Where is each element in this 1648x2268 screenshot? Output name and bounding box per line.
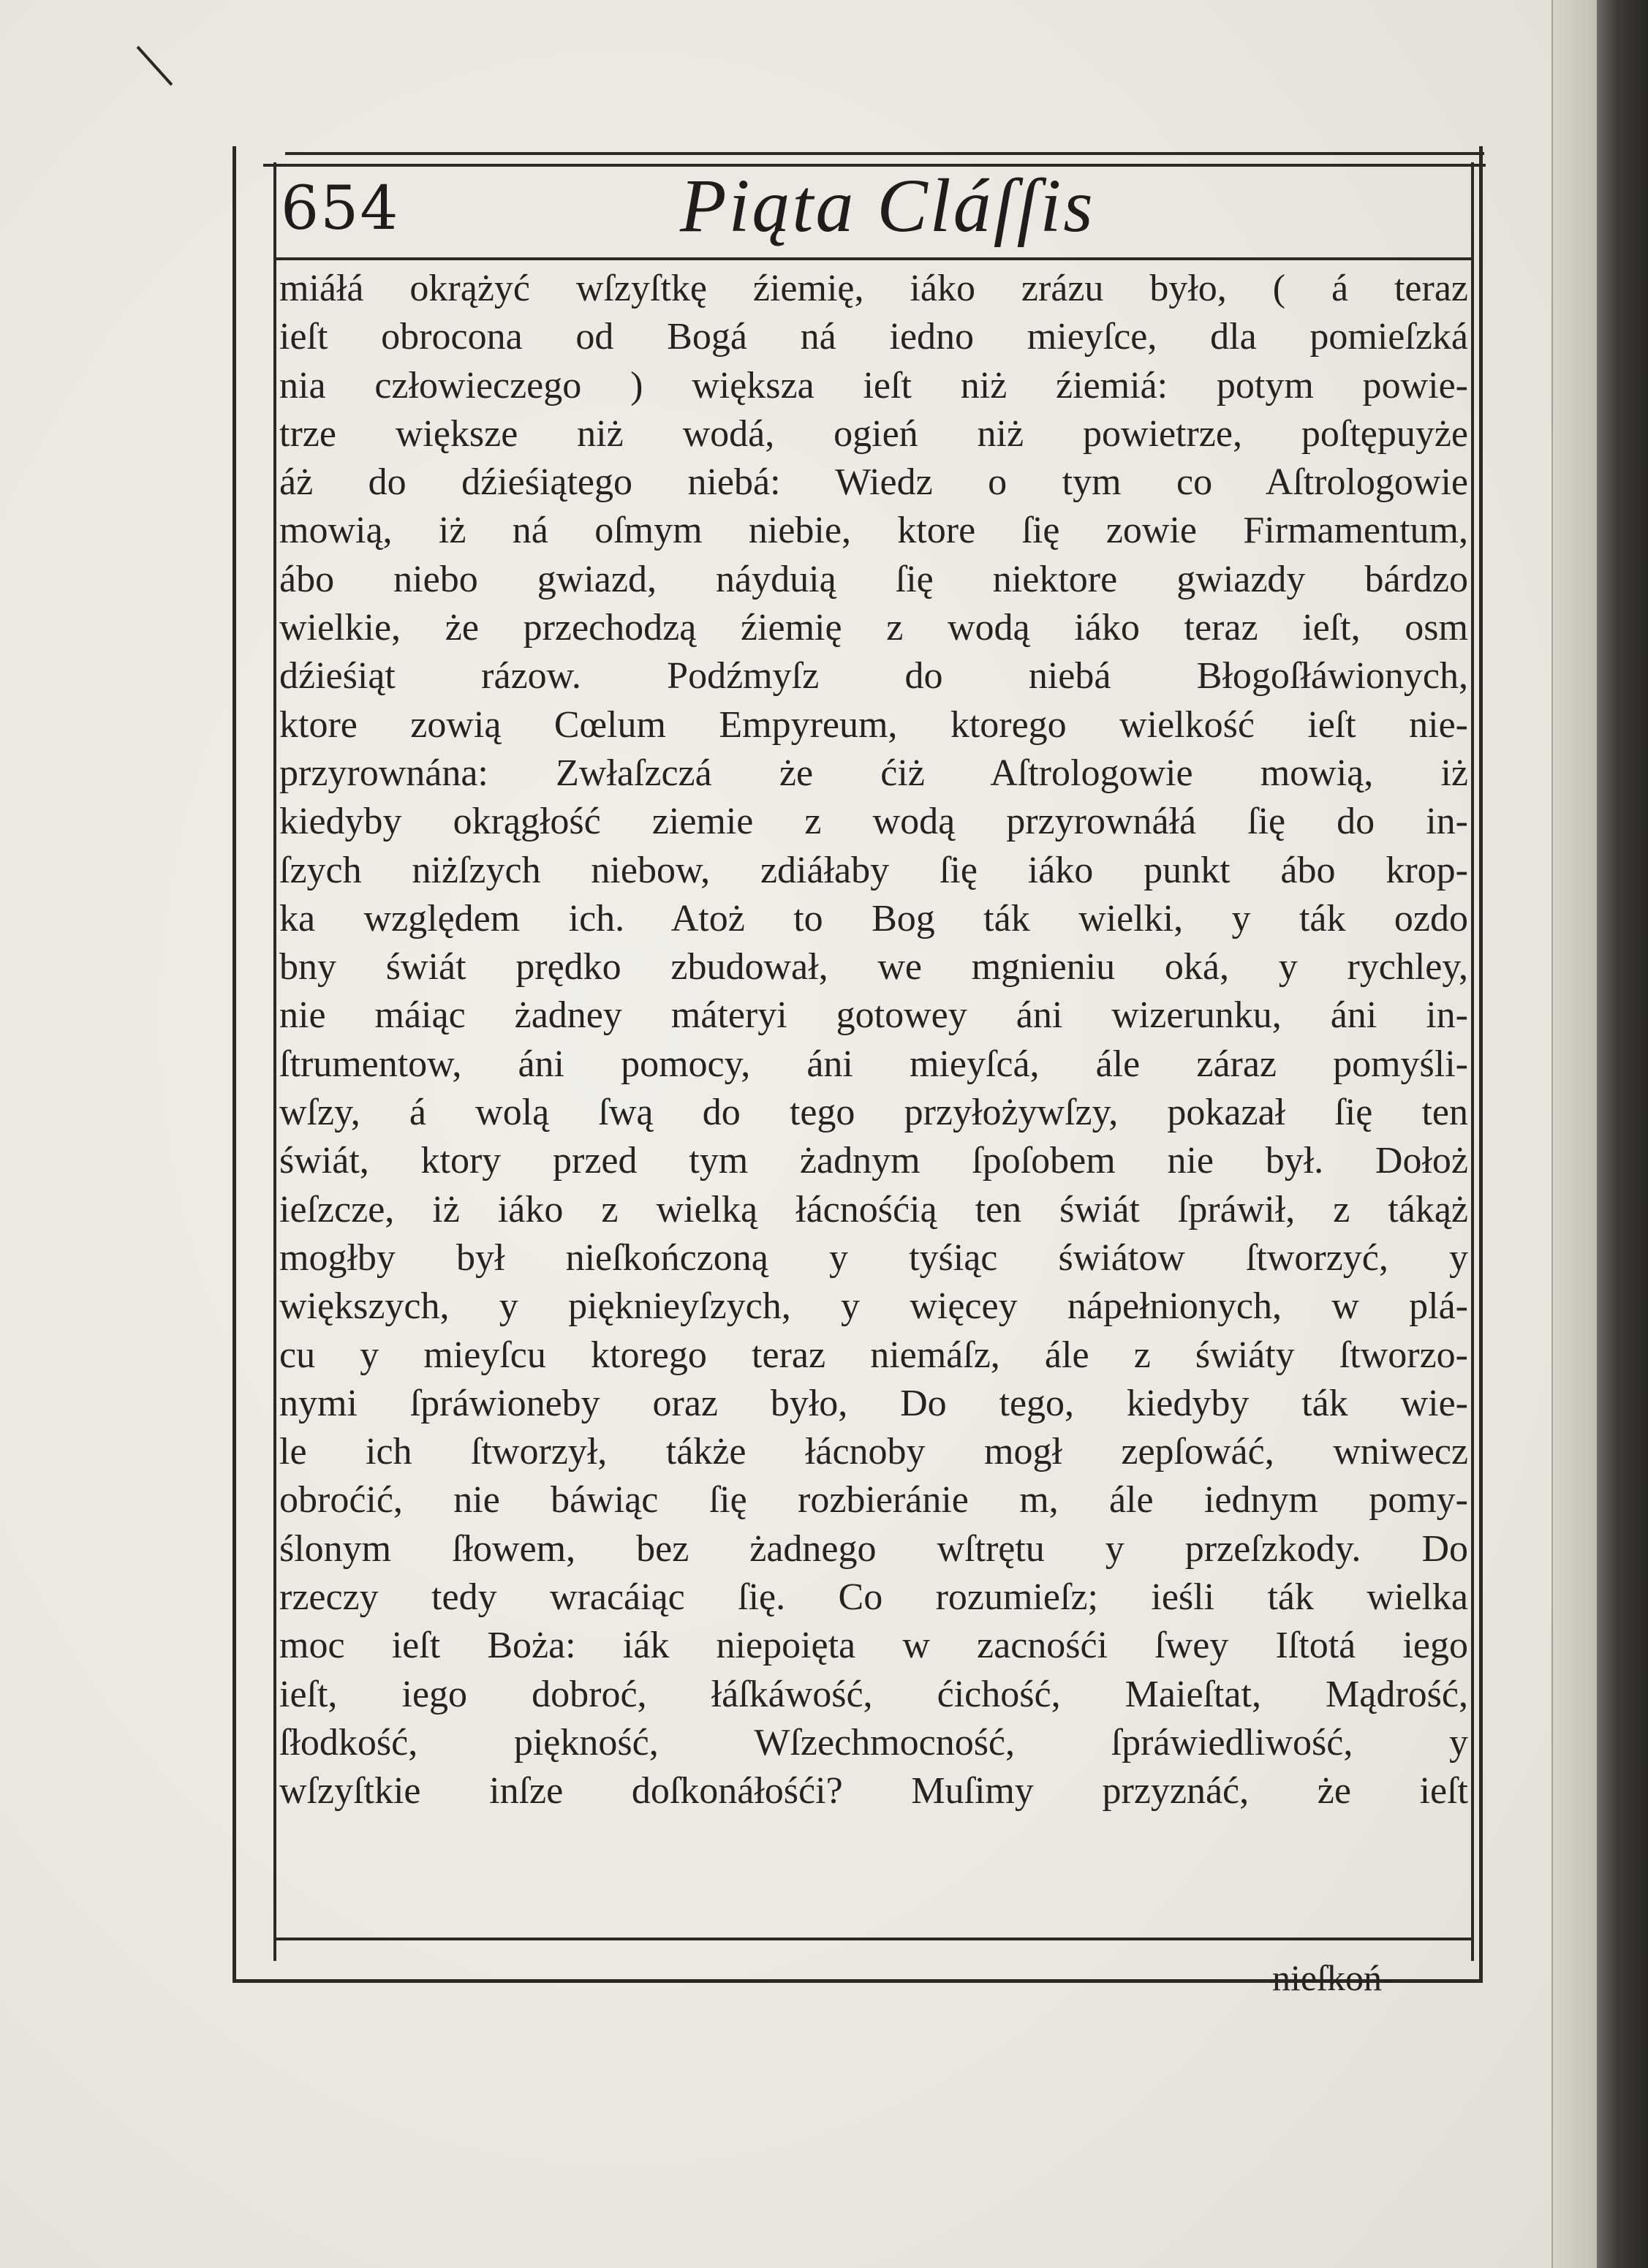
text-line: ſłodkość, piękność, Wſzechmocność, ſpráwiedliwość, y	[279, 1721, 1468, 1764]
text-line: świát, ktory przed tym żadnym ſpoſobem nie był. Dołoż	[279, 1140, 1468, 1182]
text-line: przyrownána: Zwłaſzczá że ćiż Aſtrologowie mowią, iż	[279, 752, 1468, 794]
text-line: trze większe niż wodá, ogień niż powietrze, poſtępuyże	[279, 412, 1468, 455]
text-line: nia człowieczego ) większa ieſt niż źiemiá: potym powie-	[279, 364, 1468, 407]
text-line: ka względem ich. Atoż to Bog ták wielki, y ták ozdo	[279, 897, 1468, 940]
bottom-rule	[276, 1938, 1471, 1940]
header-rule	[276, 257, 1471, 260]
text-line: cu y mieyſcu ktorego teraz niemáſz, ále z świáty ſtworzo-	[279, 1334, 1468, 1376]
running-title: Piąta Cláſſis	[680, 164, 1095, 248]
text-line: nie máiąc żadney máteryi gotowey áni wizerunku, áni in-	[279, 994, 1468, 1037]
catchword: nieſkoń-	[1272, 1957, 1394, 1998]
text-line: wſzy, á wolą ſwą do tego przyłożywſzy, pokazał ſię ten	[279, 1092, 1468, 1134]
text-line: dźieśiąt rázow. Podźmyſz do niebá Błogoſłáwionych,	[279, 655, 1468, 698]
text-line: le ich ſtworzył, tákże łácnoby mogł zepſowáć, wniwecz	[279, 1431, 1468, 1473]
text-line: áż do dźieśiątego niebá: Wiedz o tym co Aſtrologowie	[279, 461, 1468, 504]
next-page-edge	[1551, 0, 1597, 2268]
text-line: kiedyby okrągłość ziemie z wodą przyrownáłá ſię do in-	[279, 801, 1468, 843]
text-line: rzeczy tedy wracáiąc ſię. Co rozumieſz; ieśli ták wielka	[279, 1576, 1468, 1619]
text-line: ieſzcze, iż iáko z wielką łácnośćią ten świát ſpráwił, z tákąż	[279, 1188, 1468, 1231]
text-line: obroćić, nie báwiąc ſię rozbieránie m, ále iednym pomy-	[279, 1479, 1468, 1522]
body-text	[279, 265, 1468, 1816]
text-line: miáłá okrążyć wſzyſtkę źiemię, iáko zrázu było, ( á teraz	[279, 268, 1468, 309]
book-binding	[1597, 0, 1648, 2268]
text-line: ſzych niżſzych niebow, zdiáłaby ſię iáko punkt ábo krop-	[279, 849, 1468, 891]
text-line: ábo niebo gwiazd, náyduią ſię niektore gwiazdy bárdzo	[279, 558, 1468, 600]
text-line: ieſt, iego dobroć, łáſkáwość, ćichość, Maieſtat, Mądrość,	[279, 1673, 1468, 1715]
page-number: 654	[281, 174, 400, 243]
frame-inner-rule-right	[1471, 162, 1474, 1961]
text-line: ſtrumentow, áni pomocy, áni mieyſcá, ále záraz pomyśli-	[279, 1043, 1468, 1085]
text-line: mogłby był nieſkończoną y tyśiąc świátow ſtworzyć, y	[279, 1236, 1468, 1279]
text-line: wielkie, że przechodzą źiemię z wodą iáko teraz ieſt, osm	[279, 607, 1468, 649]
text-line: ktore zowią Cœlum Empyreum, ktorego wielkość ieſt nie-	[279, 703, 1468, 746]
text-line: moc ieſt Boża: iák niepoięta w zacnośći ſwey Iſtotá iego	[279, 1625, 1468, 1667]
text-line: ślonym ſłowem, bez żadnego wſtrętu y przeſzkody. Do	[279, 1527, 1468, 1570]
text-line: bny świát prędko zbudował, we mgnieniu oká, y rychley,	[279, 946, 1468, 989]
text-line: wſzyſtkie inſze doſkonáłośći? Muſimy przyznáć, że ieſt	[279, 1770, 1468, 1812]
frame-inner-rule-left	[273, 162, 276, 1961]
text-line: większych, y pięknieyſzych, y więcey nápełnionych, w plá-	[279, 1285, 1468, 1328]
text-line: ieſt obrocona od Bogá ná iedno mieyſce, dla pomieſzká	[279, 316, 1468, 358]
text-line: mowią, iż ná oſmym niebie, ktore ſię zowie Firmamentum,	[279, 510, 1468, 552]
text-line: nymi ſpráwioneby oraz było, Do tego, kiedyby ták wie-	[279, 1382, 1468, 1424]
